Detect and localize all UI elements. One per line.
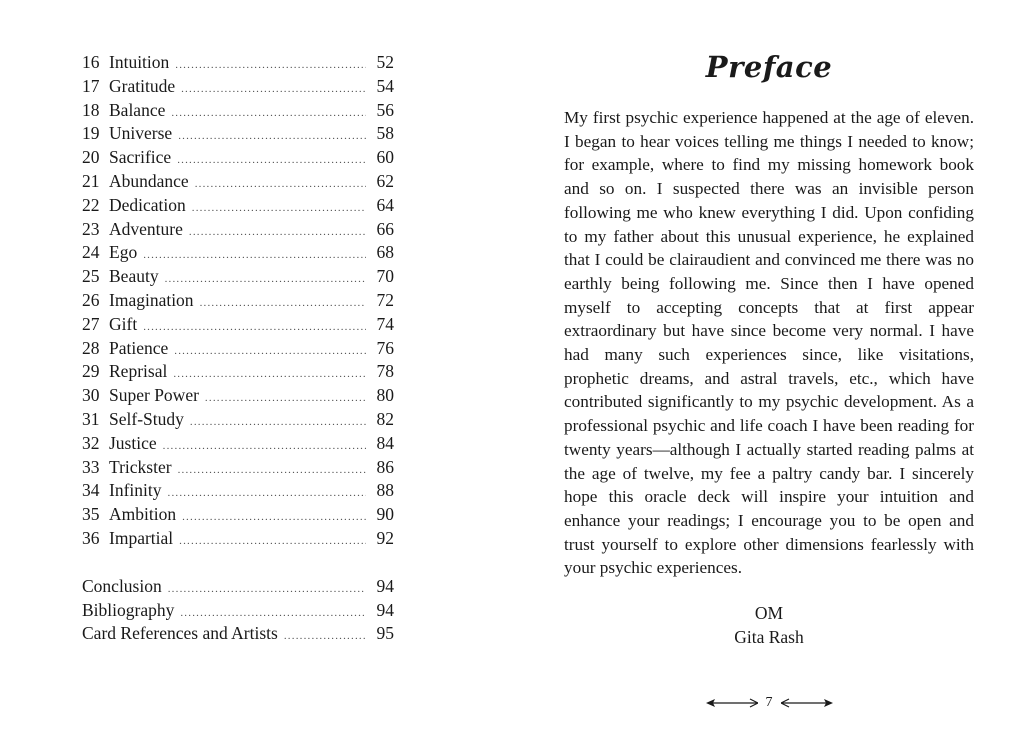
toc-entry: [82, 599, 394, 623]
toc-entry-title: Beauty: [109, 266, 159, 287]
toc-entry: [82, 289, 394, 313]
toc-entry-number: 26: [82, 289, 100, 310]
toc-entry: [82, 456, 394, 480]
toc-dot-leader: [195, 173, 366, 197]
toc-entry-page: 62: [376, 170, 394, 191]
toc-dot-leader: [182, 506, 366, 530]
preface-body: My first psychic experience happened at the age of eleven. I began to hear voices telling me things I needed to know; for example, where to find my missing homework book and so on. I suspected there was an invisible person following me who knew everything I did. Upon confiding to my father about this unusual experience, he explained that I could be clairaudient and convinced me there was no earthly being following me. Since then I have opened myself to accepting concepts that at first appear extraordinary but have since become very normal. I have had many such experiences since, like visitations, prophetic dreams, and astral travels, etc., which have contributed significantly to my psychic development. As a professional psychic and life coach I have been reading for twenty years—although I actually started reading palms at the age of twelve, my fee a paltry candy bar. I sincerely hope this oracle deck will inspire your intuition and enhance your readings; I encourage you to be open and trust yourself to explore other dimensions fearlessly with your psychic experiences.: [564, 108, 974, 578]
toc-entry-number: 24: [82, 242, 100, 263]
toc-entry: [82, 384, 394, 408]
page-number: 7: [765, 695, 773, 710]
toc-entry-title: Gift: [109, 313, 138, 334]
toc-dot-leader: [143, 244, 366, 268]
arrow-right-ornament-icon: [781, 697, 833, 709]
toc-dot-leader: [190, 411, 366, 435]
toc-entry: [82, 99, 394, 123]
toc-entry-number: 22: [82, 194, 100, 215]
toc-entry-title: Card References and Artists: [82, 623, 278, 644]
toc-entry-number: 34: [82, 480, 100, 501]
toc-entry-number: 32: [82, 432, 100, 453]
toc-entry-title: Dedication: [109, 194, 186, 215]
toc-entry-number: 20: [82, 147, 100, 168]
toc-dot-leader: [168, 482, 367, 506]
toc-entry-title: Adventure: [109, 218, 183, 239]
signoff-om: OM: [754, 603, 784, 624]
toc-entry-page: 94: [376, 599, 394, 620]
toc-entry-page: 74: [376, 313, 394, 334]
toc-entry-page: 80: [376, 385, 394, 406]
toc-entry-number: 28: [82, 337, 100, 358]
preface-title: Preface: [705, 50, 833, 84]
toc-entry-title: Ambition: [109, 504, 177, 525]
page-footer: [694, 693, 844, 713]
toc-entry-page: 94: [376, 575, 394, 596]
toc-dot-leader: [178, 459, 366, 483]
author-name: Gita Rash: [734, 626, 804, 647]
toc-entry-page: 88: [376, 480, 394, 501]
toc-entry-number: 25: [82, 266, 100, 287]
toc-dot-leader: [163, 435, 366, 459]
toc-entry: [82, 313, 394, 337]
toc-entry-page: 66: [376, 218, 394, 239]
toc-entry: [82, 360, 394, 384]
toc-entry-page: 52: [376, 52, 394, 72]
toc-entry-page: 56: [376, 99, 394, 120]
toc-dot-leader: [179, 530, 366, 554]
toc-entry: [82, 218, 394, 242]
toc-dot-leader: [168, 578, 366, 602]
toc-entry-page: 60: [376, 147, 394, 168]
toc-entry-page: 92: [376, 527, 394, 548]
toc-entry-title: Universe: [109, 123, 173, 144]
toc-dot-leader: [171, 102, 366, 126]
toc-entry-number: 19: [82, 123, 100, 144]
toc-entry-page: 72: [376, 289, 394, 310]
toc-dot-leader: [192, 197, 366, 221]
toc-dot-leader: [284, 625, 366, 649]
toc-dot-leader: [143, 316, 366, 340]
toc-entry-title: Infinity: [109, 480, 162, 501]
toc-entry-page: 68: [376, 242, 394, 263]
toc-entry-title: Impartial: [109, 527, 174, 548]
toc-entry-page: 86: [376, 456, 394, 477]
toc-entry-title: Reprisal: [109, 361, 168, 382]
toc-entry-page: 82: [376, 408, 394, 429]
toc-entry: [82, 575, 394, 599]
toc-entry: [82, 194, 394, 218]
toc-entry: [82, 408, 394, 432]
toc-entry-title: Self-Study: [109, 408, 184, 429]
toc-entry-title: Conclusion: [82, 575, 162, 596]
arrow-left-ornament-icon: [706, 697, 758, 709]
toc-entry-number: 36: [82, 527, 100, 548]
toc-entry-title: Abundance: [109, 170, 189, 191]
toc-dot-leader: [178, 125, 366, 149]
toc-entry-title: Trickster: [109, 456, 172, 477]
signoff: [564, 602, 974, 649]
toc-dot-leader: [189, 221, 366, 245]
toc-entry: [82, 337, 394, 361]
toc-entry-title: Balance: [109, 99, 166, 120]
toc-entry-number: 18: [82, 99, 100, 120]
toc-entry-number: 23: [82, 218, 100, 239]
toc-entry-title: Intuition: [109, 52, 170, 72]
toc-entry-title: Sacrifice: [109, 147, 172, 168]
toc-entry: [82, 241, 394, 265]
toc-dot-leader: [181, 78, 366, 102]
toc-entry-number: 17: [82, 75, 100, 96]
toc-entry: [82, 51, 394, 75]
toc-entry-number: 35: [82, 504, 100, 525]
toc-entry: [82, 75, 394, 99]
toc-entry-page: 95: [376, 623, 394, 644]
toc-entry-title: Bibliography: [82, 599, 175, 620]
toc-entry: [82, 622, 394, 646]
toc-entry-title: Gratitude: [109, 75, 176, 96]
toc-entry-title: Super Power: [109, 385, 199, 406]
toc-entry: [82, 432, 394, 456]
toc-entry-page: 64: [376, 194, 394, 215]
toc-entry-number: 29: [82, 361, 100, 382]
toc-entry-title: Justice: [109, 432, 157, 453]
toc-entry-number: 30: [82, 385, 100, 406]
toc-entry: [82, 170, 394, 194]
toc-entry-page: 84: [376, 432, 394, 453]
toc-entry-number: 21: [82, 170, 100, 191]
toc-entry-number: 31: [82, 408, 100, 429]
toc-entry-title: Ego: [109, 242, 138, 263]
toc-entry-page: 54: [376, 75, 394, 96]
toc-entry-title: Imagination: [109, 289, 194, 310]
table-of-contents: [82, 51, 394, 646]
toc-entry: [82, 527, 394, 551]
toc-spacer: [82, 551, 394, 575]
toc-dot-leader: [173, 363, 366, 387]
toc-entry-number: 16: [82, 52, 100, 72]
toc-entry: [82, 479, 394, 503]
toc-dot-leader: [205, 387, 366, 411]
toc-dot-leader: [175, 54, 366, 78]
toc-entry-page: 90: [376, 504, 394, 525]
toc-entry-page: 58: [376, 123, 394, 144]
toc-entry-number: 33: [82, 456, 100, 477]
toc-entry-page: 76: [376, 337, 394, 358]
toc-dot-leader: [174, 340, 366, 364]
toc-entry-number: 27: [82, 313, 100, 334]
toc-entry: [82, 503, 394, 527]
toc-entry: [82, 265, 394, 289]
toc-dot-leader: [200, 292, 366, 316]
toc-dot-leader: [177, 149, 366, 173]
toc-entry-page: 70: [376, 266, 394, 287]
preface-section: [564, 50, 974, 649]
toc-entry: [82, 122, 394, 146]
toc-entry-title: Patience: [109, 337, 169, 358]
toc-dot-leader: [165, 268, 366, 292]
toc-entry-page: 78: [376, 361, 394, 382]
toc-entry: [82, 146, 394, 170]
